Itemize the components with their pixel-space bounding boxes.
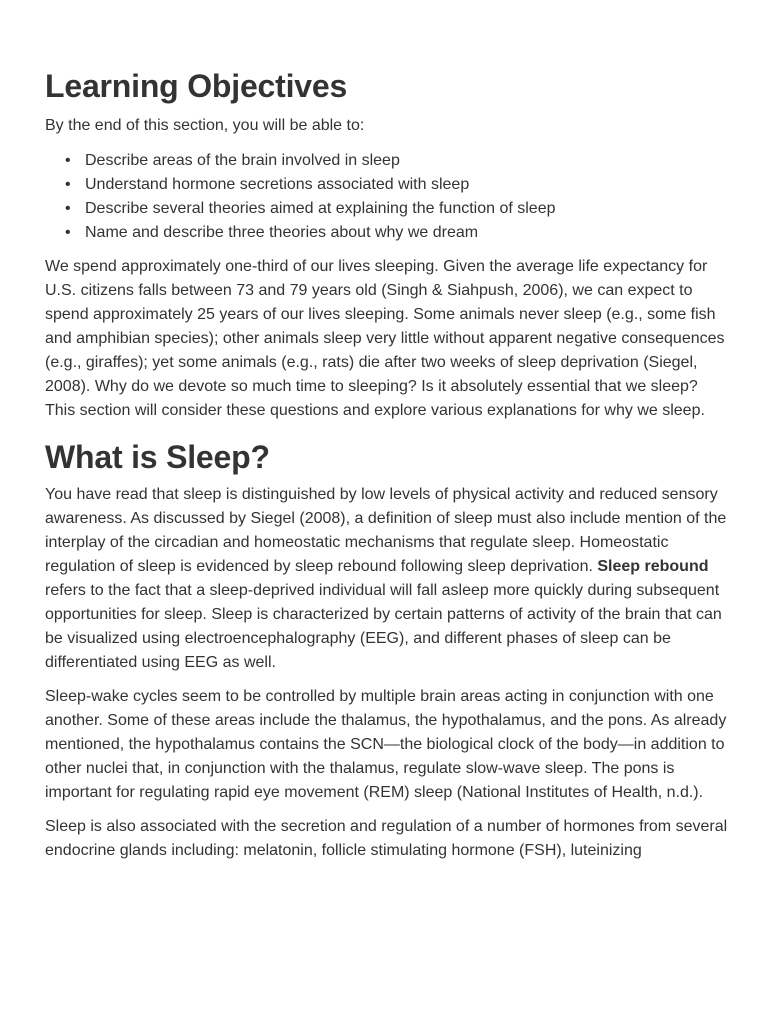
bullet-icon: •: [65, 200, 71, 217]
list-item: [65, 149, 731, 173]
bullet-icon: •: [65, 176, 71, 193]
paragraph-text: You have read that sleep is distinguished by low levels of physical activity and reduced sensory awareness. As discussed by Siegel (2008), a definition of sleep must also include mention of the interplay of the circadian and homeostatic mechanisms that regulate sleep. Homeostatic regulation of sleep is evidenced by sleep rebound following sleep deprivation.: [45, 486, 727, 575]
list-item: [65, 197, 731, 221]
article-content: [45, 64, 731, 863]
bullet-icon: •: [65, 224, 71, 241]
section-heading-learning-objectives: Learning Objectives: [45, 68, 348, 104]
list-item: [65, 221, 731, 245]
section-heading-what-is-sleep: What is Sleep?: [45, 439, 270, 475]
paragraph-text: refers to the fact that a sleep-deprived individual will fall asleep more quickly during subsequent opportunities for sleep. Sleep is characterized by certain patterns of activity of the brain that can be visualized using electroencephalography (EEG), and different phases of sleep can be differentiated using EEG as well.: [45, 582, 722, 671]
hormones-paragraph: Sleep is also associated with the secretion and regulation of a number of hormones from several endocrine glands including: melatonin, follicle stimulating hormone (FSH), luteinizing: [45, 818, 728, 859]
objectives-intro: By the end of this section, you will be able to:: [45, 117, 365, 134]
list-item: [65, 173, 731, 197]
sleep-definition-paragraph: [45, 483, 731, 675]
objectives-list: [45, 149, 731, 245]
list-item-text: Describe areas of the brain involved in sleep: [85, 152, 400, 169]
list-item-text: Understand hormone secretions associated with sleep: [85, 176, 470, 193]
brain-areas-paragraph: Sleep-wake cycles seem to be controlled by multiple brain areas acting in conjunction with one another. Some of these areas include the thalamus, the hypothalamus, and the pons. As already mentioned, the hypothalamus contains the SCN—the biological clock of the body—in addition to other nuclei that, in conjunction with the thalamus, regulate slow-wave sleep. The pons is important for regulating rapid eye movement (REM) sleep (National Institutes of Health, n.d.).: [45, 688, 727, 801]
list-item-text: Name and describe three theories about why we dream: [85, 224, 479, 241]
key-term-sleep-rebound: Sleep rebound: [597, 558, 709, 575]
intro-paragraph: We spend approximately one-third of our lives sleeping. Given the average life expectancy for U.S. citizens falls between 73 and 79 years old (Singh & Siahpush, 2006), we can expect to spend approximately 25 years of our lives sleeping. Some animals never sleep (e.g., some fish and amphibian species); other animals sleep very little without apparent negative consequences (e.g., giraffes); yet some animals (e.g., rats) die after two weeks of sleep deprivation (Siegel, 2008). Why do we devote so much time to sleeping? Is it absolutely essential that we sleep? This section will consider these questions and explore various explanations for why we sleep.: [45, 258, 725, 419]
list-item-text: Describe several theories aimed at explaining the function of sleep: [85, 200, 556, 217]
bullet-icon: •: [65, 152, 71, 169]
